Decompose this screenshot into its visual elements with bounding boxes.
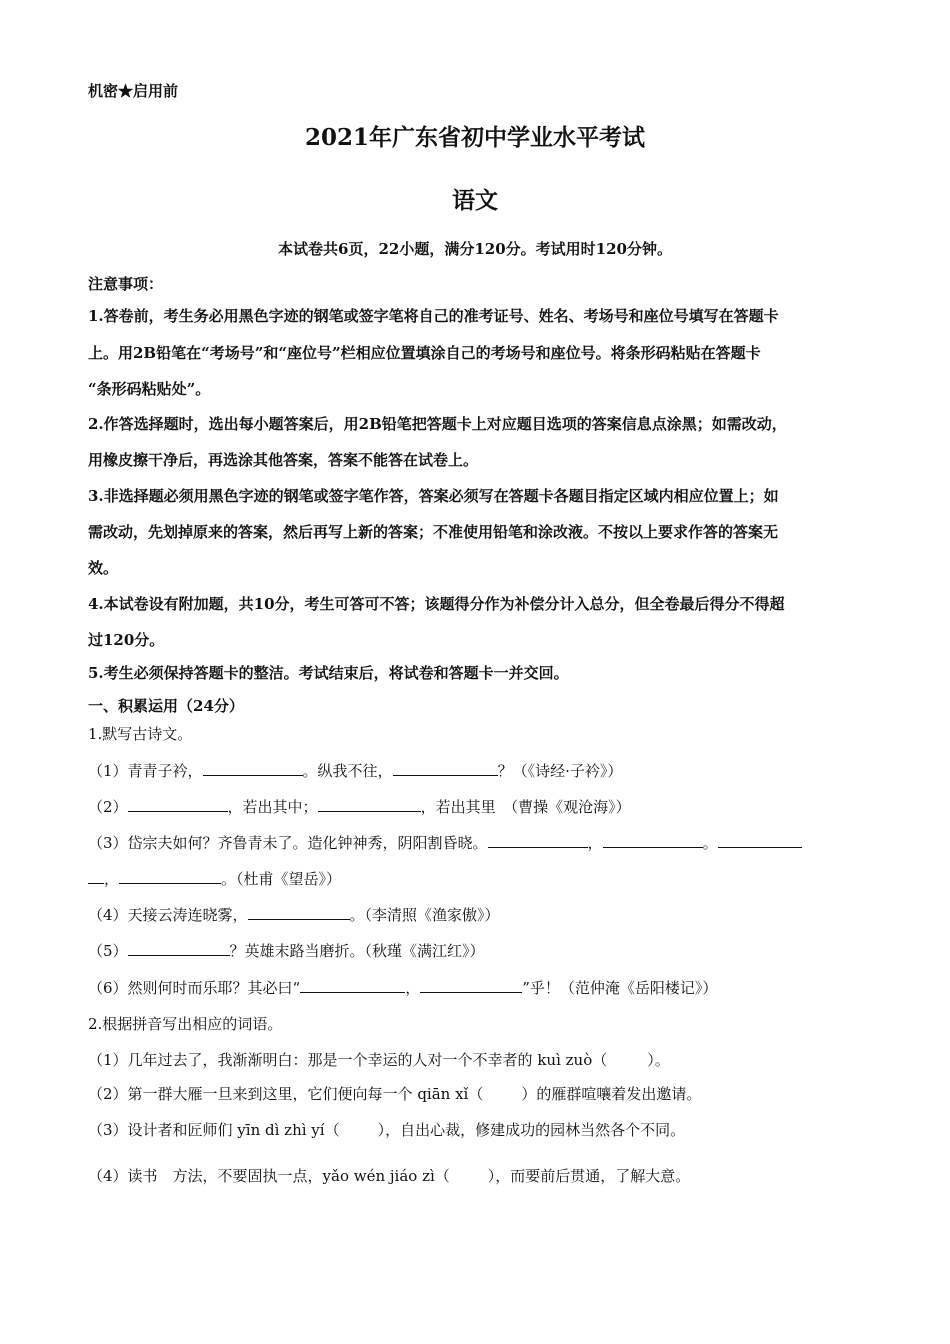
- notice-heading: 注意事项：: [88, 275, 164, 293]
- q2-4-text-b: ），而要前后贯通，了解大意。: [487, 1167, 691, 1185]
- answer-blank: [393, 759, 498, 776]
- answer-blank: [128, 939, 230, 956]
- q1-3-text-a: （3）岱宗夫如何？齐鲁青未了。造化钟神秀，阴阳割昏晓。: [88, 834, 488, 852]
- q1-4-text-b: 。（李清照《渔家傲》）: [349, 906, 500, 924]
- exam-info: 本试卷共6页，22小题，满分120分。考试用时120分钟。: [278, 240, 672, 258]
- answer-blank: [718, 831, 802, 848]
- notice-1-line-3: “条形码粘贴处”。: [88, 380, 211, 398]
- notice-2-line-2: 用橡皮擦干净后，再选涂其他答案，答案不能答在试卷上。: [88, 451, 479, 469]
- exam-title: 2021年广东省初中学业水平考试: [304, 124, 645, 151]
- q1-item-3-cont: [88, 867, 341, 890]
- notice-3-line-3: 效。: [88, 559, 119, 577]
- q1-1-text-b: 。纵我不往，: [302, 762, 393, 780]
- q1-5-text-b: ？英雄末路当磨折。（秋瑾《满江红》）: [229, 942, 485, 960]
- question-1-title: 1.默写古诗文。: [88, 725, 193, 743]
- q1-2-text-c: ，若出其里 （曹操《观沧海》）: [420, 798, 631, 816]
- q1-2-text-a: （2）: [88, 798, 128, 816]
- q1-5-text-a: （5）: [88, 942, 128, 960]
- answer-blank: [88, 867, 104, 884]
- q1-3-text-b: ，: [587, 834, 603, 852]
- q1-item-1: [88, 759, 622, 782]
- notice-4-line-1: 4.本试卷设有附加题，共10分，考生可答可不答；该题得分作为补偿分计入总分，但全卷最后得分不得超: [88, 595, 785, 613]
- section-heading: 一、积累运用（24分）: [88, 697, 244, 715]
- answer-blank: [248, 903, 350, 920]
- q1-4-text-a: （4）天接云涛连晓雾，: [88, 906, 248, 924]
- answer-blank: [300, 976, 405, 993]
- q1-6-text-b: ，: [405, 979, 421, 997]
- q2-4-text-a: （4）读书 方法，不要固执一点，yǎo wén jiáo zì（: [88, 1167, 450, 1185]
- q2-2-text-a: （2）第一群大雁一旦来到这里，它们便向每一个 qiān xǐ（: [88, 1085, 484, 1103]
- q2-item-3: [88, 1119, 685, 1141]
- question-2-title: 2.根据拼音写出相应的词语。: [88, 1015, 283, 1033]
- notice-4-line-2: 过120分。: [88, 631, 165, 649]
- q1-3-text-c: 。: [702, 834, 718, 852]
- q1-3-text-e: 。（杜甫《望岳》）: [221, 870, 342, 888]
- notice-2-line-1: 2.作答选择题时，选出每小题答案后，用2B铅笔把答题卡上对应题目选项的答案信息点涂黑；如需改动，: [88, 415, 787, 433]
- notice-5: 5.考生必须保持答题卡的整洁。考试结束后，将试卷和答题卡一并交回。: [88, 664, 569, 682]
- q2-1-text-b: ）。: [647, 1051, 670, 1069]
- notice-3-line-1: 3.非选择题必须用黑色字迹的钢笔或签字笔作答，答案必须写在答题卡各题目指定区域内相应位置上；如: [88, 487, 779, 505]
- q2-1-text-a: （1）几年过去了，我渐渐明白：那是一个幸运的人对一个不幸者的 kuì zuò（: [88, 1051, 608, 1069]
- q2-2-text-b: ）的雁群喧嚷着发出邀请。: [521, 1085, 702, 1103]
- q1-2-text-b: ，若出其中；: [227, 798, 318, 816]
- q1-item-6: [88, 976, 717, 999]
- answer-blank: [203, 759, 303, 776]
- q2-3-text-a: （3）设计者和匠师们 yīn dì zhì yí（: [88, 1121, 340, 1139]
- answer-blank: [603, 831, 703, 848]
- subject-title: 语文: [452, 187, 498, 214]
- q1-1-text-a: （1）青青子衿，: [88, 762, 203, 780]
- answer-blank: [420, 976, 522, 993]
- q2-3-text-b: ），自出心裁，修建成功的园林当然各个不同。: [377, 1121, 686, 1139]
- q1-item-3: [88, 831, 802, 854]
- q2-item-1: [88, 1049, 670, 1071]
- notice-1-line-1: 1.答卷前，考生务必用黑色字迹的钢笔或签字笔将自己的准考证号、姓名、考场号和座位号填写在答题卡: [88, 307, 779, 325]
- q1-item-2: [88, 795, 631, 818]
- q1-6-text-c: ”乎！（范仲淹《岳阳楼记》）: [522, 979, 718, 997]
- q1-1-text-c: ？（《诗经·子衿》）: [497, 762, 623, 780]
- q1-6-text-a: （6）然则何时而乐耶？其必曰“: [88, 979, 301, 997]
- answer-blank: [318, 795, 421, 812]
- notice-3-line-2: 需改动，先划掉原来的答案，然后再写上新的答案；不准使用铅笔和涂改液。不按以上要求作答的答案无: [88, 523, 779, 541]
- answer-blank: [119, 867, 221, 884]
- answer-blank: [128, 795, 228, 812]
- notice-1-line-2: 上。用2B铅笔在“考场号”和“座位号”栏相应位置填涂自己的考场号和座位号。将条形码粘贴在答题卡: [88, 344, 761, 362]
- answer-blank: [488, 831, 588, 848]
- q2-item-4: [88, 1165, 690, 1187]
- q1-item-5: [88, 939, 485, 962]
- q1-3-text-d: ，: [104, 870, 120, 888]
- q2-item-2: [88, 1083, 701, 1105]
- q1-item-4: [88, 903, 500, 926]
- confidential-label: 机密★启用前: [88, 82, 179, 100]
